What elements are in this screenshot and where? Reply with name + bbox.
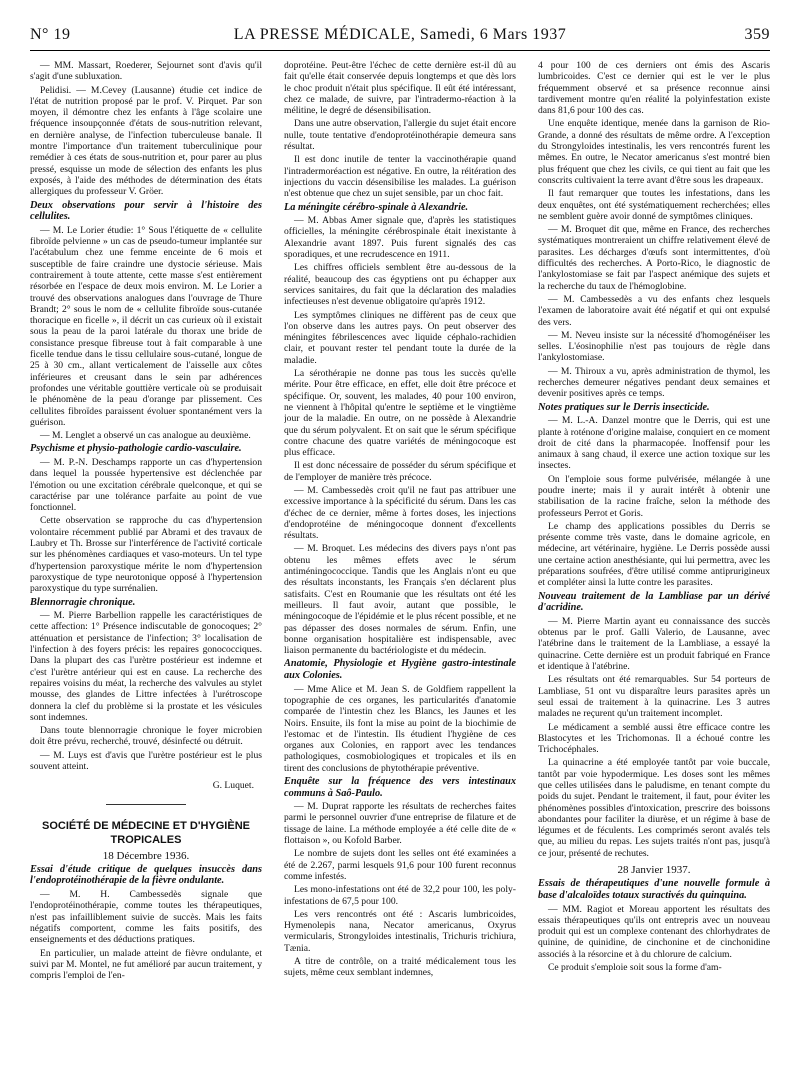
page-header	[30, 22, 770, 51]
paragraph: Les résultats ont été remarquables. Sur 54 porteurs de Lambliase, 51 ont vu disparaître leurs parasites après un seul essai de traitement à la quinacrine. Les 3 autres malades ne reçurent qu'un traitement incomplet.	[538, 674, 770, 720]
paragraph: Les vers rencontrés ont été : Ascaris lumbricoides, Hymenolepis nana, Necator americanus, Oxyrus vermicularis, Strongyloides intestinalis, Trichuris trichiura, Tænia.	[284, 908, 516, 954]
article-heading: Essai d'étude critique de quelques insuccès dans l'endoprotéinothérapie de la fièvre ondulante.	[30, 863, 262, 887]
paragraph: — M. Pierre Martin ayant eu connaissance des succès obtenus par le prof. Galli Valerio, de Lausanne, avec l'atébrine dans le traitement de la Lambliase, a essayé la quinacrine. Cette dernière est un produit fabriqué en France et identique à l'atébrine.	[538, 615, 770, 673]
session-date: 28 Janvier 1937.	[617, 864, 691, 877]
paragraph: — M. Abbas Amer signale que, d'après les statistiques officielles, la méningite cérébrospinale était inexistante à Alexandrie avant 1897. Puis furent signalés des cas sporadiques, et une recrudescence en 1911.	[284, 215, 516, 261]
paragraph: Il est donc inutile de tenter la vaccinothérapie quand l'intradermoréaction est négative. En outre, la réitération des injections du vaccin désensibilise les malades. La guérison n'est obtenue que chez un sujet sensible, par un choc fait.	[284, 154, 516, 200]
paragraph: doprotéine. Peut-être l'échec de cette dernière est-il dû au fait qu'elle était conservée depuis longtemps et que dès lors le choc produit n'était plus spécifique. Il eût été intéressant, chez ce malade, de suivre, par l'intradermo-réaction à la mélitine, le degré de désensibilisation.	[284, 60, 516, 117]
article-heading: La méningite cérébro-spinale à Alexandrie.	[284, 201, 469, 213]
paragraph: Il est donc nécessaire de posséder du sérum spécifique et de l'employer de manière très précoce.	[284, 460, 516, 483]
article-heading: Blennorragie chronique.	[30, 596, 136, 608]
article-heading: Deux observations pour servir à l'histoire des cellulites.	[30, 199, 262, 223]
paragraph: Cette observation se rapproche du cas d'hypertension volontaire récemment publié par Abrami et des travaux de Laubry et Th. Brosse sur l'interférence de l'activité corticale sur les phénomènes cardiaques et vaso-moteurs. Un tel type d'hypertension paroxystique mérite le nom d'hypertension paroxystique de type neurotonique opposé à l'hypertension paroxystique du type surrénalien.	[30, 515, 262, 595]
paragraph: 4 pour 100 de ces derniers ont émis des Ascaris lumbricoides. C'est ce dernier qui est le ver le plus fréquemment observé et sa présence reconnue ainsi tardivement montre qu'en réalité la polyinfestation existe dans 81,6 pour 100 des cas.	[538, 60, 770, 117]
paragraph: — M. Cambessedès a vu des enfants chez lesquels l'examen de laboratoire avait été négatif et qui ont expulsé des vers.	[538, 293, 770, 328]
page-number: 359	[744, 26, 770, 43]
paragraph: — M. Pierre Barbellion rappelle les caractéristiques de cette affection: 1° Présence indiscutable de gonocoques; 2° atténuation et persistance de l'infection; 3° localisation de l'infection à des foyers précis: les repaires gonococciques. Dans la plupart des cas l'urètre postérieur est indemne et c'est l'urètre antérieur qui est en cause. La recherche des repaires voisins du méat, la recherche des valvules au stylet mousse, des glandes de Littre infectées à l'urétroscope donnera la clef du problème si la prostate et les vésicules sont indemnes.	[30, 610, 262, 723]
paragraph: — M. Cambessedès croit qu'il ne faut pas attribuer une excessive importance à la spécificité du sérum. Dans les cas d'échec de ce dernier, même à fortes doses, les injections d'endoprotéine de méningocoque donnent d'excellents résultats.	[284, 484, 516, 542]
article-heading: Anatomie, Physiologie et Hygiène gastro-intestinale aux Colonies.	[284, 658, 516, 682]
paragraph: — M. Luys est d'avis que l'urètre postérieur est le plus souvent atteint.	[30, 749, 262, 772]
paragraph: Pelidisi. — M.Cevey (Lausanne) étudie cet indice de l'état de nutrition proposé par le prof. V. Pirquet. Par son moyen, il démontre chez les enfants à l'âge scolaire une fréquence insoupçonnée d'états de sous-nutrition relevant, en dernière analyse, de l'infection tuberculeuse banale. Il montre l'importance d'un traitement tuberculinique pour remédier à ces états de sous-nutrition et, pour parer au plus pressé, esquisse un mode de sélection des enfants les plus exposés, à l'aide des méthodes de détermination des états allergiques du professeur V. Gröer.	[30, 84, 262, 198]
column-1	[30, 60, 262, 1070]
section-divider	[106, 804, 186, 805]
paragraph: Le nombre de sujets dont les selles ont été examinées a été de 2.267, parmi lesquels 91,6 pour 100 furent reconnus comme infestés.	[284, 848, 516, 882]
paragraph: — M. Broquet dit que, même en France, des recherches systématiques montreraient un chiffre relativement élevé de parasites. Les décharges d'œufs sont intermittentes, d'où difficultés des recherches. A Porto-Rico, le diagnostic de l'ankylostomiase se fait par l'aspect anémique des sujets et la recherche du taux de l'hémoglobine.	[538, 224, 770, 292]
paragraph: — M. Le Lorier étudie: 1° Sous l'étiquette de « cellulite fibroïde pelvienne » un cas de pseudo-tumeur implantée sur l'acétabulum chez une femme enceinte de 6 mois et susceptible de faire craindre une dystocie sérieuse. Mais contrairement à toute attente, cette masse s'est entièrement résorbée en l'espace de deux mois environ. M. Le Lorier a trouvé des observations analogues dans l'ouvrage de Thure Brandt; 2° sous le nom de « cellulite fibroïde sous-cutanée thoracique en ficelle », il décrit un cas curieux où il existait sous la peau de la paroi latérale du thorax une bride de consistance presque fibreuse tout à fait comparable à une ficelle tendue dans le tissu cellulaire sous-cutané, longue de 25 à 30 cm., allant verticalement de l'aisselle aux côtes inférieures et creusant dans le sein par adhérences profondes une véritable gouttière verticale où se produisait le phénomène de la peau d'orange par plissement. Ces cellulites fibroïdes paraissent évoluer spontanément vers la guérison.	[30, 224, 262, 428]
journal-title: LA PRESSE MÉDICALE, Samedi, 6 Mars 1937	[233, 26, 567, 43]
column-2	[284, 60, 516, 1070]
article-heading: Psychisme et physio-pathologie cardio-vasculaire.	[30, 443, 242, 455]
paragraph: — M. Lenglet a observé un cas analogue au deuxième.	[40, 430, 251, 442]
issue-number: N° 19	[30, 26, 71, 43]
article-heading: Enquête sur la fréquence des vers intestinaux communs à Saô-Paulo.	[284, 776, 516, 799]
article-heading: Essais de thérapeutiques d'une nouvelle formule à base d'alcaloïdes totaux suractivés du quinquina.	[538, 878, 770, 901]
paragraph: — M. H. Cambessedès signale que l'endoprotéinothérapie, comme toutes les thérapeutiques, n'est pas infailliblement suivie de succès. Mais les faits négatifs comportent, comme les faits positifs, des enseignements et des déductions pratiques.	[30, 889, 262, 946]
article-heading: Nouveau traitement de la Lambliase par un dérivé d'acridine.	[538, 590, 770, 614]
paragraph: — MM. Ragiot et Moreau apportent les résultats des essais thérapeutiques qu'ils ont entrepris avec un nouveau produit qui est un complexe contenant des chlorhydrates de quinine, de quinidine, de cinchonine et de cinchonidine associés à la résorcine et à du chlorure de calcium.	[538, 903, 770, 960]
paragraph: La sérothérapie ne donne pas tous les succès qu'elle mérite. Pour être efficace, en effet, elle doit être précoce et spécifique. Or, souvent, les malades, 40 pour 100 environ, ne viennent à l'hôpital qu'entre le septième et le vingtième jour de la maladie. En outre, on ne possède à Alexandrie que du sérum polyvalent. Et on sait que le sérum spécifique contre chacune des quatre variétés de méningocoque est plus efficace.	[284, 368, 516, 459]
paragraph: En particulier, un malade atteint de fièvre ondulante, et suivi par M. Montel, ne fut amélioré par aucun traitement, y compris l'emploi de l'en-	[30, 947, 262, 982]
author-signature: G. Luquet.	[212, 780, 254, 792]
paragraph: La quinacrine a été employée tantôt par voie buccale, tantôt par voie hypodermique. Les doses sont les mêmes que celles utilisées dans le paludisme, en tenant compte du poids du sujet. Pendant le traitement, il faut, pour éviter les phénomènes possibles d'intoxication, prescrire des boissons abondantes pour faciliter la diurèse, et un régime à base de légumes et de féculents. Les comprimés seront avalés tels que, au milieu du repas. Les sujets traités n'ont pas, jusqu'à ce jour, présenté de rechutes.	[538, 757, 770, 859]
paragraph: Les chiffres officiels semblent être au-dessous de la réalité, beaucoup des cas égyptiens ont pu échapper aux services sanitaires, du fait que la déclaration des maladies infectieuses n'est devenue obligatoire qu'après 1912.	[284, 262, 516, 308]
paragraph: Il faut remarquer que toutes les infestations, dans les deux enquêtes, ont été systématiquement recherchées; elles ne semblent guère avoir donné de symptômes cliniques.	[538, 188, 770, 222]
paragraph: — Mme Alice et M. Jean S. de Goldfiem rappellent la topographie de ces organes, les particularités d'anatomie comparée de l'intestin chez les Blancs, les Jaunes et les Noirs. Ensuite, ils font la mise au point de la biochimie de l'estomac et de l'intestin. Ils étudient l'hygiène de ces organes aux Colonies, en rapport avec les tendances pathologiques, cosmobiologiques et tropicales et ils en tirent des conclusions de phytothérapie préventive.	[284, 683, 516, 774]
paragraph: On l'emploie sous forme pulvérisée, mélangée à une poudre inerte; mais il y aurait intérêt à obtenir une stabilisation de la racine fraîche, selon la méthode des professeurs Perrot et Goris.	[538, 473, 770, 519]
paragraph: — M. Broquet. Les médecins des divers pays n'ont pas obtenu les mêmes effets avec le sérum antiméningococcique. Tandis que les Anglais n'ont eu que des résultats inconstants, les Français s'en déclarent plus satisfaits. C'est en Roumanie que les résultats ont été les meilleurs. Il faut avoir, autant que possible, le méningocoque de l'épidémie et le plus récent possible, et ne pas dépasser des doses normales de sérum. Enfin, une bonne organisation hospitalière est indispensable, avec liaison permanente du bactériologiste et du médecin.	[284, 543, 516, 657]
paragraph: — M. L.-A. Danzel montre que le Derris, qui est une plante à roténone d'origine malaise, conquiert en ce moment droit de cité dans la pharmacopée. Inoffensif pour les animaux à sang chaud, il exerce une action toxique sur les insectes.	[538, 415, 770, 472]
paragraph: Dans une autre observation, l'allergie du sujet était encore nulle, toute tentative d'endoprotéinothérapie demeura sans résultat.	[284, 118, 516, 153]
paragraph: Ce produit s'emploie soit sous la forme d'am-	[548, 962, 722, 974]
paragraph: Les symptômes cliniques ne diffèrent pas de ceux que l'on observe dans les autres pays. On peut observer des méningites fébrilescences avec liquide céphalo-rachidien clair, et pouvant rester tel pendant toute la durée de la maladie.	[284, 309, 516, 366]
article-heading: Notes pratiques sur le Derris insecticide.	[538, 401, 710, 413]
paragraph: — M. Thiroux a vu, après administration de thymol, les recherches demeurer négatives pendant deux semaines et devenir positives après ce temps.	[538, 365, 770, 400]
session-date: 18 Décembre 1936.	[102, 849, 190, 862]
paragraph: Le champ des applications possibles du Derris se présente comme très vaste, dans le domaine agricole, en médecine, art vétérinaire, hygiène. Le Derris possède aussi une certaine action anesthésiante, qui lui permettra, avec les préparations soufrées, d'être utilisé comme antiprurigineux et compléter ainsi la lutte contre les parasites.	[538, 520, 770, 589]
column-3	[538, 60, 770, 1070]
paragraph: Une enquête identique, menée dans la garnison de Rio-Grande, a donné des résultats de même ordre. A l'exception du Strongyloides intestinalis, les vers rencontrés furent les mêmes. En outre, le Necator americanus s'est montré bien plus fréquent que chez les civils, ce qui tient au fait que les conscrits cultivaient la terre avant d'être sous les drapeaux.	[538, 118, 770, 186]
paragraph: A titre de contrôle, on a traité médicalement tous les sujets, même ceux semblant indemnes,	[284, 956, 516, 979]
paragraph: Le médicament a semblé aussi être efficace contre les Blastocytes et les Trichomonas. Il a échoué contre les Trichocéphales.	[538, 721, 770, 756]
paragraph: — M. Neveu insiste sur la nécessité d'homogénéiser les selles. L'éosinophilie n'est pas toujours de règle dans l'ankylostomiase.	[538, 329, 770, 364]
paragraph: Dans toute blennorragie chronique le foyer microbien doit être prévu, recherché, trouvé, désinfecté ou détruit.	[30, 725, 262, 748]
paragraph: — MM. Massart, Roederer, Sejournet sont d'avis qu'il s'agit d'une subluxation.	[30, 60, 262, 83]
paragraph: — M. P.-N. Deschamps rapporte un cas d'hypertension dans lequel la poussée hypertensive est déclenchée par l'émotion ou une excitation cérébrale quelconque, et qui se caractérise par une tolérance parfaite au point de vue fonctionnel.	[30, 456, 262, 514]
paragraph: Les mono-infestations ont été de 32,2 pour 100, les poly-infestations de 67,5 pour 100.	[284, 884, 516, 907]
society-heading: SOCIÉTÉ DE MÉDECINE ET D'HYGIÈNE TROPICALES	[42, 819, 250, 846]
paragraph: — M. Duprat rapporte les résultats de recherches faites parmi le personnel ouvrier d'une entreprise de filature et de tissage de laine. La méthode employée a été celle dite de « flottaison », ou Kofold Barber.	[284, 801, 516, 847]
